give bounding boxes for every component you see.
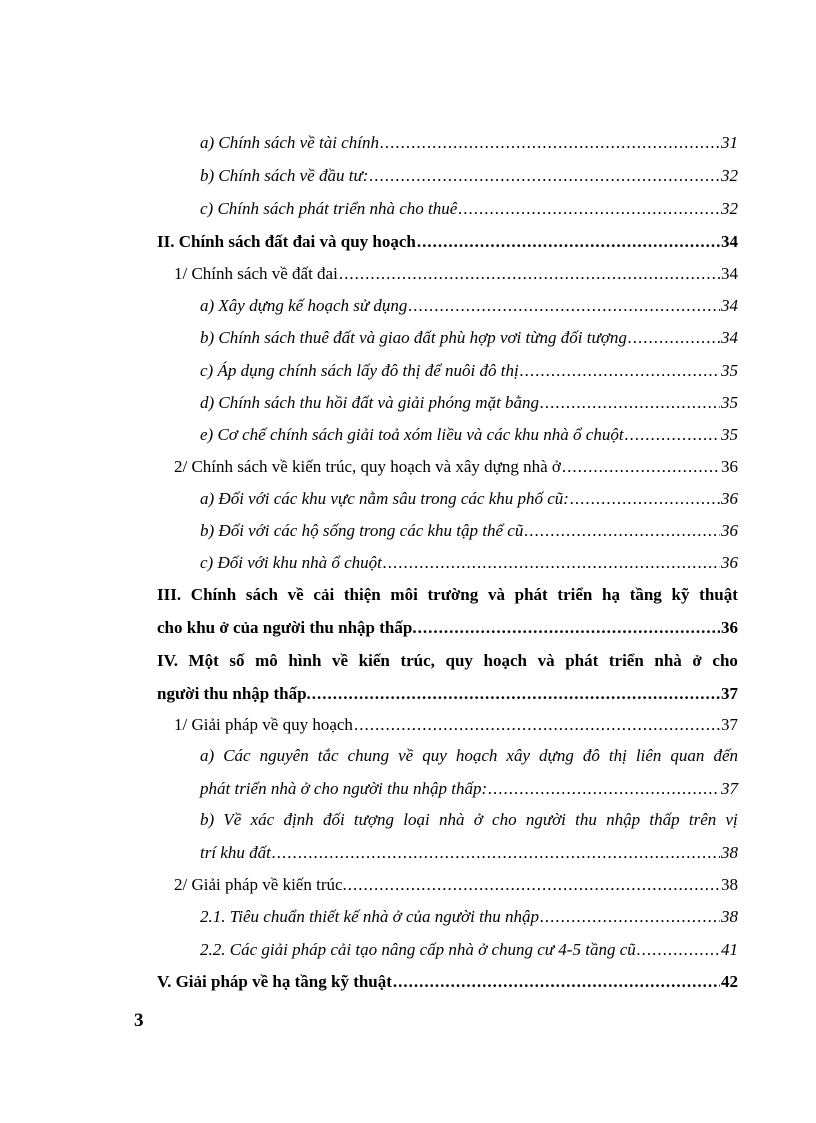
toc-entry[interactable] <box>200 901 738 933</box>
toc-entry-title-line1: b) Về xác định đối tượng loại nhà ở cho người thu nhập thấp trên vị <box>200 810 738 829</box>
toc-entry-page: 37 <box>721 779 738 798</box>
toc-entry-title: 2.2. Các giải pháp cải tạo nâng cấp nhà ở chung cư 4-5 tầng cũ <box>200 940 636 959</box>
dot-leader <box>383 547 720 579</box>
dot-leader <box>354 709 720 741</box>
toc-entry-title: 2/ Giải pháp về kiến trúc. <box>174 875 347 894</box>
toc-entry-title: a) Đối với các khu vực nằm sâu trong các khu phố cũ: <box>200 489 569 508</box>
toc-entry-page: 34 <box>721 232 738 251</box>
toc-entry[interactable] <box>200 387 738 419</box>
toc-entry-page: 35 <box>721 361 738 380</box>
toc-entry-title: 2/ Chính sách về kiến trúc, quy hoạch và xây dựng nhà ở <box>174 457 561 476</box>
toc-entry-title: c) Đối với khu nhà ổ chuột <box>200 553 382 572</box>
dot-leader <box>540 387 720 419</box>
toc-entry-title: c) Chính sách phát triển nhà cho thuê <box>200 199 458 218</box>
toc-entry-title: a) Xây dựng kế hoạch sử dụng <box>200 296 408 315</box>
toc-entry-page: 41 <box>721 940 738 959</box>
toc-entry-title-line2: người thu nhập thấp. <box>157 684 311 703</box>
toc-entry-page: 36 <box>721 457 738 476</box>
dot-leader <box>369 160 720 192</box>
toc-entry[interactable] <box>200 740 738 805</box>
toc-entry[interactable] <box>200 290 738 322</box>
dot-leader <box>380 127 720 159</box>
toc-entry[interactable] <box>200 127 738 159</box>
toc-entry-page: 35 <box>721 425 738 444</box>
toc-entry-title-line2: trí khu đất <box>200 843 271 862</box>
toc-entry-page: 36 <box>721 489 738 508</box>
toc-entry-title: 1/ Chính sách về đất đai <box>174 264 338 283</box>
dot-leader <box>348 869 720 901</box>
dot-leader <box>625 419 720 451</box>
toc-entry[interactable] <box>200 483 738 515</box>
toc-entry[interactable] <box>200 934 738 966</box>
toc-entry-page: 31 <box>721 133 738 152</box>
dot-leader <box>628 322 720 354</box>
toc-entry-page: 36 <box>721 521 738 540</box>
toc-entry[interactable] <box>200 515 738 547</box>
toc-entry-title: a) Chính sách về tài chính <box>200 133 379 152</box>
toc-entry[interactable] <box>157 579 738 644</box>
dot-leader <box>562 451 720 483</box>
toc-entry-page: 36 <box>721 553 738 572</box>
toc-entry-title: b) Đối với các hộ sống trong các khu tập thể cũ <box>200 521 524 540</box>
dot-leader <box>312 678 720 710</box>
dot-leader <box>520 355 720 387</box>
toc-entry-page: 32 <box>721 199 738 218</box>
toc-entry-page: 35 <box>721 393 738 412</box>
dot-leader <box>488 773 720 805</box>
toc-entry-title: d) Chính sách thu hồi đất và giải phóng mặt bằng <box>200 393 540 412</box>
toc-entry-page: 34 <box>721 264 738 283</box>
toc-entry[interactable] <box>200 355 738 387</box>
dot-leader <box>393 966 720 998</box>
toc-entry[interactable] <box>200 193 738 225</box>
toc-entry-title-line2: phát triển nhà ở cho người thu nhập thấp: <box>200 779 488 798</box>
toc-entry-title: b) Chính sách thuê đất và giao đất phù hợp vơi từng đối tượng <box>200 328 627 347</box>
toc-entry-title-line1: IV. Một số mô hình về kiến trúc, quy hoạch và phát triển nhà ở cho <box>157 651 738 670</box>
toc-entry-title-line1: III. Chính sách về cải thiện môi trường và phát triển hạ tầng kỹ thuật <box>157 585 738 604</box>
toc-entry-page: 32 <box>721 166 738 185</box>
dot-leader <box>418 612 720 644</box>
toc-entry-page: 42 <box>721 972 738 991</box>
toc-entry-title: e) Cơ chế chính sách giải toả xóm liều và các khu nhà ổ chuột <box>200 425 624 444</box>
toc-entry-page: 34 <box>721 328 738 347</box>
dot-leader <box>458 193 720 225</box>
toc-entry[interactable] <box>200 547 738 579</box>
toc-entry[interactable] <box>200 322 738 354</box>
toc-entry[interactable] <box>157 645 738 710</box>
toc-entry-page: 38 <box>721 907 738 926</box>
toc-entry-title: c) Áp dụng chính sách lấy đô thị để nuôi đô thị <box>200 361 519 380</box>
toc-entry-page: 37 <box>721 715 738 734</box>
toc-entry[interactable] <box>174 258 738 290</box>
toc-entry[interactable] <box>174 451 738 483</box>
toc-entry-page: 37 <box>721 684 738 703</box>
toc-entry[interactable] <box>200 160 738 192</box>
toc-entry-title: 1/ Giải pháp về quy hoạch <box>174 715 353 734</box>
toc-entry[interactable] <box>157 966 738 998</box>
toc-entry-title: 2.1. Tiêu chuẩn thiết kế nhà ở của người thu nhập <box>200 907 540 926</box>
toc-entry-title: II. Chính sách đất đai và quy hoạch <box>157 232 416 251</box>
toc-entry[interactable] <box>157 226 738 258</box>
toc-entry-title-line2: cho khu ở của người thu nhập thấp. <box>157 618 417 637</box>
toc-entry-title-line1: a) Các nguyên tắc chung về quy hoạch xây dựng đô thị liên quan đến <box>200 746 738 765</box>
dot-leader <box>408 290 720 322</box>
toc-entry[interactable] <box>174 709 738 741</box>
toc-entry-title: b) Chính sách về đầu tư: <box>200 166 369 185</box>
toc-entry[interactable] <box>174 869 738 901</box>
dot-leader <box>570 483 720 515</box>
dot-leader <box>339 258 720 290</box>
toc-entry-page: 38 <box>721 843 738 862</box>
toc-entry-title: V. Giải pháp về hạ tầng kỹ thuật <box>157 972 392 991</box>
dot-leader <box>540 901 720 933</box>
toc-entry-page: 36 <box>721 618 738 637</box>
toc-entry[interactable] <box>200 419 738 451</box>
toc-entry-page: 34 <box>721 296 738 315</box>
toc-entry[interactable] <box>200 804 738 869</box>
dot-leader <box>272 837 720 869</box>
toc-entry-page: 38 <box>721 875 738 894</box>
dot-leader <box>417 226 720 258</box>
page-number: 3 <box>134 1010 144 1031</box>
dot-leader <box>524 515 720 547</box>
dot-leader <box>637 934 720 966</box>
